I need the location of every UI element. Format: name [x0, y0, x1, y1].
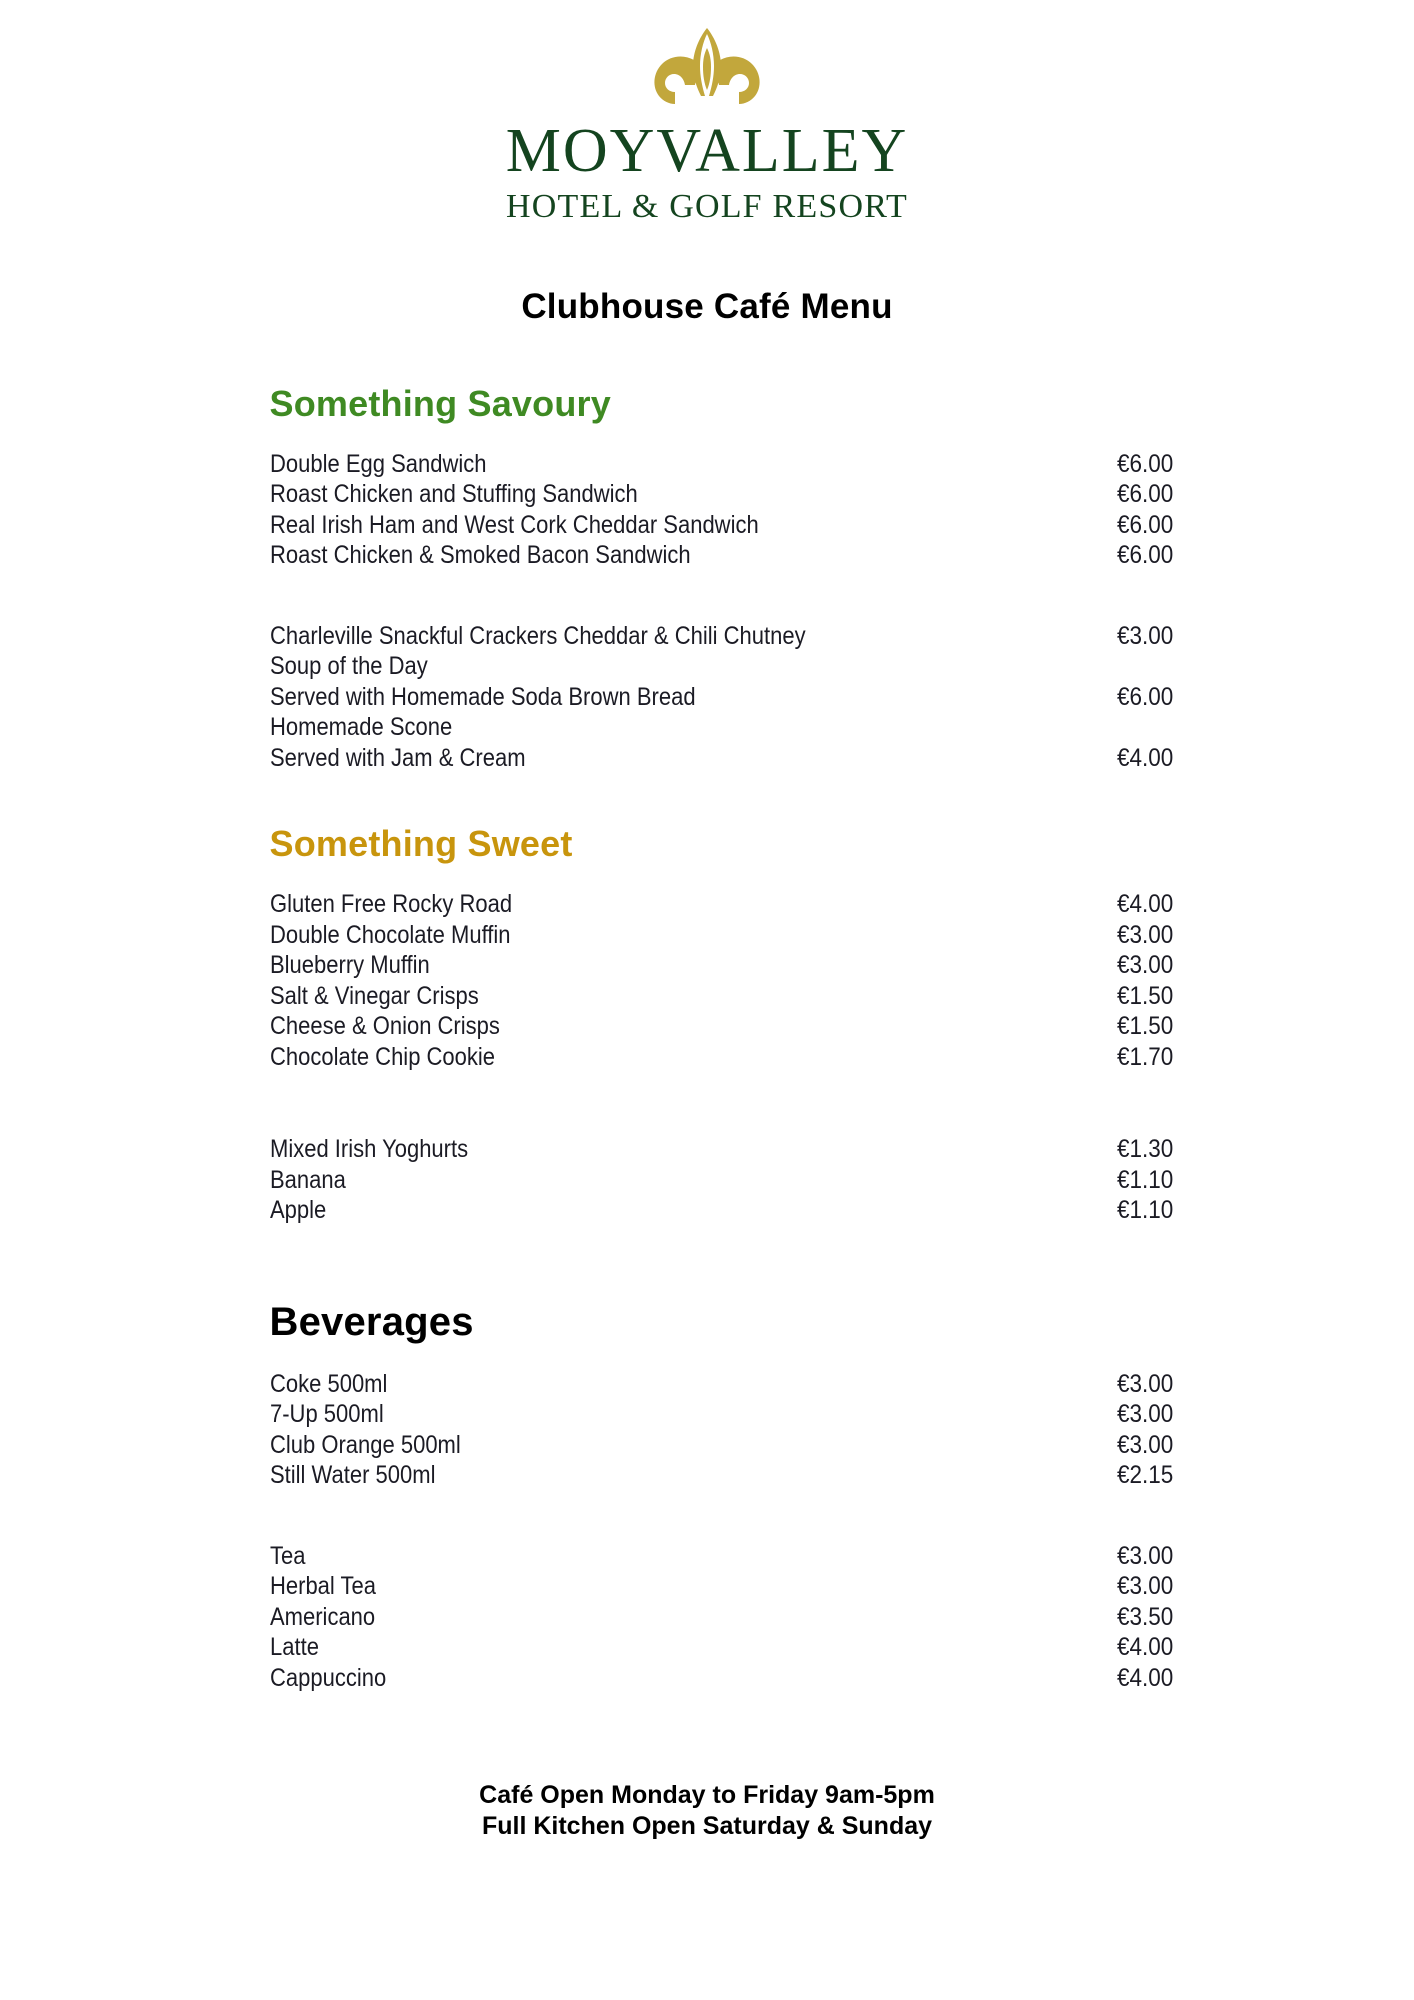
item-price: €3.00 [1116, 951, 1173, 980]
menu-content [180, 383, 1235, 1694]
item-name: Homemade Scone [269, 713, 452, 742]
menu-row [270, 1541, 1235, 1572]
item-name: Double Egg Sandwich [269, 449, 486, 478]
item-price: €3.50 [1116, 1602, 1173, 1631]
menu-row [270, 1663, 1235, 1694]
item-name: Herbal Tea [269, 1572, 376, 1601]
item-price: €3.00 [1116, 1400, 1173, 1429]
menu-row [270, 510, 1235, 541]
menu-row [270, 712, 1235, 743]
item-price: €3.00 [1116, 1572, 1173, 1601]
menu-row [270, 1134, 1235, 1165]
brand-subtitle: HOTEL & GOLF RESORT [506, 188, 908, 226]
item-name: Blueberry Muffin [269, 951, 430, 980]
brand-name: MOYVALLEY [505, 117, 909, 185]
item-name: Double Chocolate Muffin [269, 920, 511, 949]
item-price: €3.00 [1116, 1430, 1173, 1459]
item-name: Real Irish Ham and West Cork Cheddar Sandwich [269, 510, 759, 539]
opening-hours-line-2: Full Kitchen Open Saturday & Sunday [481, 1812, 933, 1840]
item-price: €6.00 [1116, 480, 1173, 509]
item-price: €6.00 [1116, 682, 1173, 711]
item-price: €3.00 [1116, 621, 1173, 650]
page-title: Clubhouse Café Menu [521, 286, 893, 326]
opening-hours-line-1: Café Open Monday to Friday 9am-5pm [479, 1781, 935, 1809]
item-name: Coke 500ml [269, 1369, 387, 1398]
item-price: €4.00 [1116, 890, 1173, 919]
item-name: Tea [269, 1541, 305, 1570]
menu-row [270, 920, 1235, 951]
menu-row [270, 1011, 1235, 1042]
menu-row [270, 1460, 1235, 1491]
item-name: Roast Chicken and Stuffing Sandwich [269, 480, 638, 509]
item-price: €1.70 [1116, 1042, 1173, 1071]
menu-row [270, 1399, 1235, 1430]
item-price: €1.30 [1116, 1135, 1173, 1164]
menu-group [270, 889, 1235, 1072]
menu-row [270, 981, 1235, 1012]
menu-row [270, 1042, 1235, 1073]
item-name: 7-Up 500ml [269, 1400, 384, 1429]
menu-row [270, 540, 1235, 571]
menu-row [270, 1602, 1235, 1633]
item-name: Served with Homemade Soda Brown Bread [269, 682, 696, 711]
item-price: €2.15 [1116, 1461, 1173, 1490]
menu-row [270, 1369, 1235, 1400]
section-heading-something-sweet: Something Sweet [269, 823, 573, 865]
item-name: Salt & Vinegar Crisps [269, 981, 479, 1010]
opening-hours-footer [0, 1780, 1414, 1842]
menu-row [270, 743, 1235, 774]
menu-row [270, 1632, 1235, 1663]
item-name: Gluten Free Rocky Road [269, 890, 512, 919]
menu-group [270, 1541, 1235, 1694]
item-price: €3.00 [1116, 1541, 1173, 1570]
section-heading-something-savoury: Something Savoury [269, 382, 611, 424]
menu-row [270, 889, 1235, 920]
item-name: Americano [269, 1602, 375, 1631]
item-price: €4.00 [1116, 1663, 1173, 1692]
item-name: Mixed Irish Yoghurts [269, 1135, 468, 1164]
item-name: Still Water 500ml [269, 1461, 435, 1490]
item-price: €3.00 [1116, 920, 1173, 949]
menu-row [270, 950, 1235, 981]
item-name: Latte [269, 1633, 319, 1662]
menu-row [270, 1165, 1235, 1196]
menu-row [270, 479, 1235, 510]
item-name: Banana [269, 1165, 346, 1194]
item-price: €6.00 [1116, 510, 1173, 539]
menu-row [270, 651, 1235, 682]
item-name: Soup of the Day [269, 652, 428, 681]
item-price: €6.00 [1116, 541, 1173, 570]
menu-group [270, 449, 1235, 571]
fleur-de-lis-crest-icon [639, 26, 775, 106]
item-name: Charleville Snackful Crackers Cheddar & Chili Chutney [269, 621, 806, 650]
item-name: Cappuccino [269, 1663, 386, 1692]
menu-group [270, 621, 1235, 774]
item-name: Apple [269, 1196, 326, 1225]
brand-header [0, 0, 1414, 225]
item-price: €1.10 [1116, 1165, 1173, 1194]
item-name: Chocolate Chip Cookie [269, 1042, 495, 1071]
menu-row [270, 449, 1235, 480]
item-name: Cheese & Onion Crisps [269, 1012, 500, 1041]
item-price: €4.00 [1116, 1633, 1173, 1662]
item-price: €3.00 [1116, 1369, 1173, 1398]
item-name: Club Orange 500ml [269, 1430, 461, 1459]
menu-row [270, 1430, 1235, 1461]
item-price: €6.00 [1116, 449, 1173, 478]
item-price: €1.50 [1116, 1012, 1173, 1041]
item-price: €1.50 [1116, 981, 1173, 1010]
menu-group [270, 1134, 1235, 1226]
item-name: Roast Chicken & Smoked Bacon Sandwich [269, 541, 691, 570]
menu-row [270, 1571, 1235, 1602]
menu-row [270, 1195, 1235, 1226]
menu-row [270, 682, 1235, 713]
item-price: €4.00 [1116, 743, 1173, 772]
section-heading-beverages: Beverages [269, 1299, 474, 1344]
item-price: €1.10 [1116, 1196, 1173, 1225]
menu-row [270, 621, 1235, 652]
item-name: Served with Jam & Cream [269, 743, 526, 772]
menu-group [270, 1369, 1235, 1491]
